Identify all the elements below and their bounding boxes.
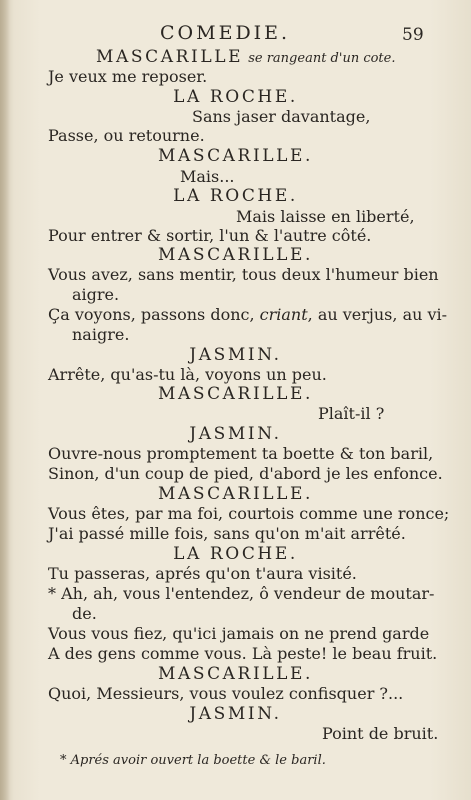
verse-line: Vous êtes, par ma foi, courtois comme une ronce; [48, 504, 450, 523]
verse-line: Mais... [180, 167, 235, 186]
speaker-name: MASCARILLE. [157, 146, 314, 166]
speaker-line [96, 48, 395, 68]
verse-line: Ouvre-nous promptement ta boette & ton baril, [48, 444, 434, 463]
verse-line: * Ah, ah, vous l'entendez, ô vendeur de moutar- [48, 584, 435, 603]
verse-text: Ça voyons, passons donc, [48, 305, 255, 324]
verse-line: Mais laisse en liberté, [236, 207, 415, 226]
speaker-name: JASMIN. [189, 704, 282, 724]
speaker-name: LA ROCHE. [173, 186, 298, 206]
verse-line: Vous avez, sans mentir, tous deux l'humeur bien [48, 265, 439, 284]
verse-line: Je veux me reposer. [48, 67, 208, 86]
verse-line: Tu passeras, aprés qu'on t'aura visité. [48, 564, 357, 583]
verse-line: Passe, ou retourne. [48, 126, 205, 145]
footnote: * Aprés avoir ouvert la boette & le baril. [60, 753, 326, 768]
stage-direction: criant [259, 305, 308, 324]
speaker-name: JASMIN. [189, 345, 282, 365]
verse-text: , au verjus, au vi- [307, 305, 448, 324]
speaker-name: MASCARILLE [96, 47, 244, 67]
verse-line: naigre. [72, 325, 130, 344]
speaker-name: MASCARILLE. [157, 384, 314, 404]
speaker-name: MASCARILLE. [157, 484, 314, 504]
verse-line: aigre. [72, 285, 120, 304]
verse-line: Pour entrer & sortir, l'un & l'autre côté. [48, 226, 372, 245]
verse-line: Plaît-il ? [318, 404, 385, 423]
verse-line: J'ai passé mille fois, sans qu'on m'ait arrêté. [48, 524, 406, 543]
speaker-name: LA ROCHE. [173, 87, 298, 107]
running-title: COMEDIE. [160, 22, 291, 44]
verse-line: Sinon, d'un coup de pied, d'abord je les enfonce. [48, 464, 443, 483]
verse-line: de. [72, 604, 97, 623]
verse-line: Point de bruit. [322, 724, 439, 743]
verse-line: Sans jaser davantage, [192, 107, 371, 126]
speaker-name: LA ROCHE. [173, 544, 298, 564]
verse-line [48, 306, 447, 324]
speaker-name: MASCARILLE. [157, 245, 314, 265]
speaker-name: MASCARILLE. [157, 664, 314, 684]
stage-direction: se rangeant d'un cote. [248, 51, 396, 66]
verse-line: Quoi, Messieurs, vous voulez confisquer ?... [48, 684, 404, 703]
verse-line: Arrête, qu'as-tu là, voyons un peu. [48, 365, 327, 384]
verse-line: Vous vous fiez, qu'ici jamais on ne prend garde [48, 624, 430, 643]
speaker-name: JASMIN. [189, 424, 282, 444]
page-number: 59 [402, 25, 424, 45]
verse-line: A des gens comme vous. Là peste! le beau fruit. [48, 644, 438, 663]
